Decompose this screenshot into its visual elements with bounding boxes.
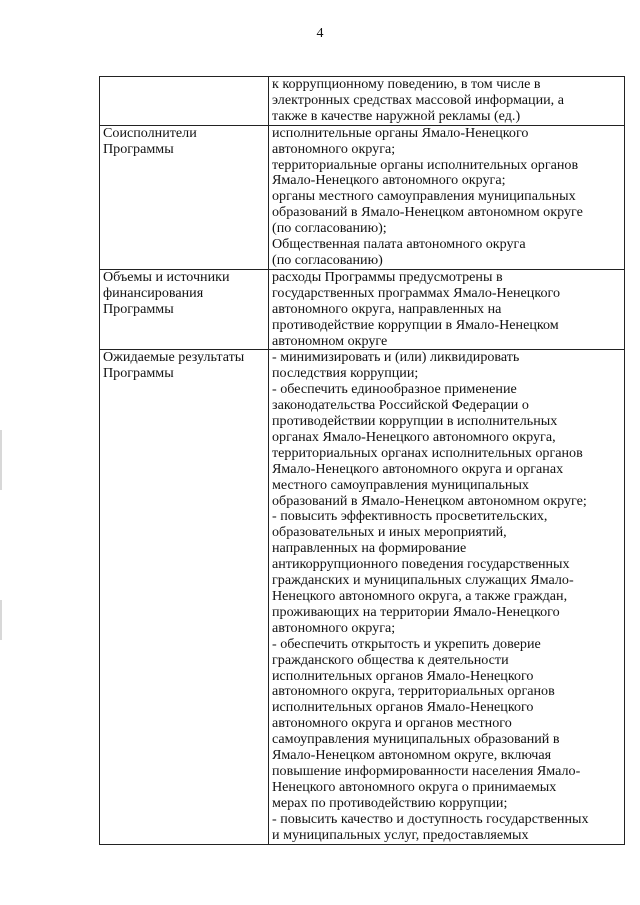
content-line: территориальных органах исполнительных органов [272,444,583,461]
content-line: антикоррупционного поведения государственных [272,556,570,573]
content-line: исполнительные органы Ямало-Ненецкого [272,124,529,141]
label-line: Программы [103,365,174,382]
content-line: образований в Ямало-Ненецком автономном округе; [272,492,587,509]
content-line: Общественная палата автономного округа [272,236,526,253]
content-line: образовательных и иных мероприятий, [272,524,507,541]
row-label [100,350,269,844]
content-line: повышение информированности населения Ямало- [272,762,581,779]
content-line: автономном округе [272,332,388,349]
content-line: противодействии коррупции в исполнительных [272,413,558,430]
label-line: Ожидаемые результаты [103,349,245,366]
content-line: автономного округа; [272,140,396,157]
content-line: самоуправления муниципальных образований в [272,731,560,748]
content-line: направленных на формирование [272,540,467,557]
content-line: законодательства Российской Федерации о [272,397,529,414]
label-line: Объемы и источники [103,268,230,285]
content-line: и муниципальных услуг, предоставляемых [272,826,529,843]
content-line: также в качестве наружной рекламы (ед.) [272,107,521,124]
content-line: исполнительных органов Ямало-Ненецкого [272,699,534,716]
scan-edge-mark [0,600,2,640]
content-line: Ямало-Ненецкого автономного округа; [272,172,506,189]
content-line: исполнительных органов Ямало-Ненецкого [272,667,534,684]
content-line: местного самоуправления муниципальных [272,476,529,493]
content-line: противодействие коррупции в Ямало-Ненецком [272,316,559,333]
content-line: (по согласованию); [272,220,387,237]
content-line: расходы Программы предусмотрены в [272,268,503,285]
row-content [269,350,625,844]
content-line: автономного округа и органов местного [272,715,512,732]
content-line: гражданского общества к деятельности [272,651,509,668]
content-line: Ненецкого автономного округа, а также граждан, [272,588,568,604]
content-line: - повысить эффективность просветительских, [272,508,548,525]
label-line: Соисполнители [103,124,197,141]
content-line: гражданских и муниципальных служащих Ямало- [272,572,574,589]
scan-edge-mark [0,430,2,490]
content-line: - минимизировать и (или) ликвидировать [272,349,520,366]
row-content [269,77,625,126]
row-label [100,125,269,269]
passport-table [99,76,625,845]
table-row [100,350,625,844]
content-line: автономного округа; [272,619,396,636]
content-line: к коррупционному поведению, в том числе в [272,76,541,92]
content-line: - обеспечить открытость и укрепить доверие [272,635,541,652]
row-content [269,125,625,269]
row-label [100,77,269,126]
content-line: проживающих на территории Ямало-Ненецкого [272,603,560,620]
content-line: последствия коррупции; [272,365,419,382]
content-line: электронных средствах массовой информации, а [272,91,564,108]
content-line: Ямало-Ненецком автономном округе, включая [272,747,552,764]
table-row [100,269,625,350]
content-line: Ненецкого автономного округа о принимаемых [272,778,557,795]
content-line: государственных программах Ямало-Ненецкого [272,284,560,301]
content-line: Ямало-Ненецкого автономного округа и органах [272,460,564,477]
content-line: (по согласованию) [272,251,383,268]
content-line: - обеспечить единообразное применение [272,381,517,398]
table-row [100,125,625,269]
page-number: 4 [316,26,324,41]
row-content [269,269,625,350]
content-line: органы местного самоуправления муниципальных [272,188,576,205]
label-line: финансирования [103,284,204,301]
label-line: Программы [103,300,174,317]
content-line: мерах по противодействию коррупции; [272,794,508,811]
table-row [100,77,625,126]
content-line: органах Ямало-Ненецкого автономного округа, [272,428,556,445]
content-line: автономного округа, направленных на [272,300,502,317]
content-line: - повысить качество и доступность государственных [272,810,589,827]
content-line: образований в Ямало-Ненецком автономном округе [272,204,583,221]
row-label [100,269,269,350]
label-line: Программы [103,140,174,157]
content-line: автономного округа, территориальных органов [272,683,555,700]
content-line: территориальные органы исполнительных органов [272,156,579,173]
